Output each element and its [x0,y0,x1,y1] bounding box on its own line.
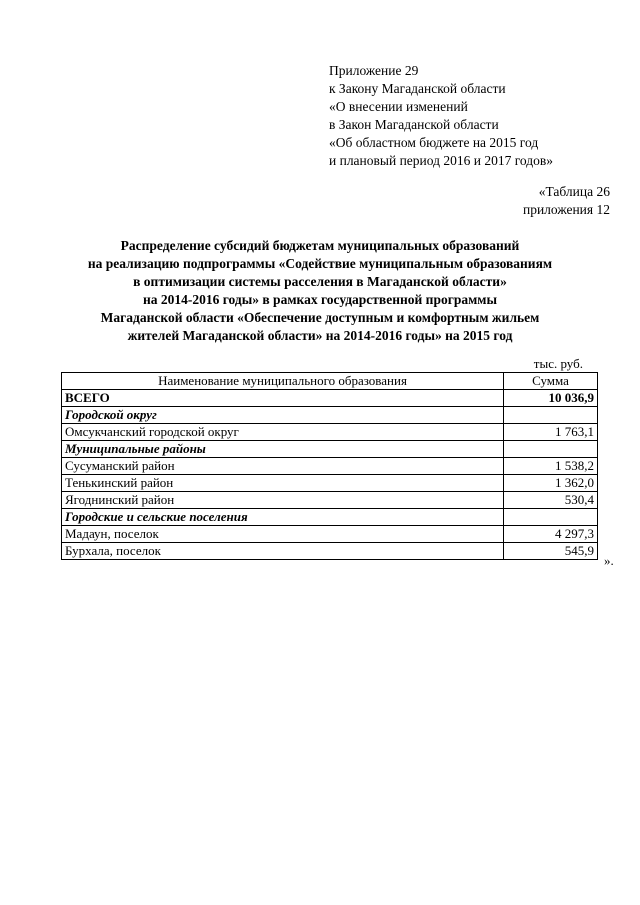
row-name: Ягоднинский район [62,492,504,509]
table-reference [523,183,610,219]
appendix-line: «Об областном бюджете на 2015 год [329,135,539,150]
table-row [62,526,598,543]
row-name: Тенькинский район [62,475,504,492]
row-sum: 530,4 [504,492,598,509]
closing-quote: ». [604,553,614,568]
table-reference-line: приложения 12 [522,202,610,217]
row-sum: 1 538,2 [504,458,598,475]
title-line: Распределение субсидий бюджетам муниципальных образований [120,238,520,253]
units-label: тыс. руб. [533,356,583,371]
appendix-line: и плановый период 2016 и 2017 годов» [329,153,554,168]
table-row [62,424,598,441]
row-sum: 545,9 [504,543,598,560]
row-name: Мадаун, поселок [62,526,504,543]
appendix-line: Приложение 29 [329,63,419,78]
row-sum: 4 297,3 [504,526,598,543]
row-name: Омсукчанский городской округ [62,424,504,441]
group-sum [504,407,598,424]
row-sum: 1 763,1 [504,424,598,441]
table-row [62,543,598,560]
row-sum: 1 362,0 [504,475,598,492]
group-sum [504,441,598,458]
row-name: Сусуманский район [62,458,504,475]
total-label: ВСЕГО [62,390,504,407]
table-row [62,475,598,492]
table-group-row [62,509,598,526]
appendix-line: к Закону Магаданской области [329,81,506,96]
table-row [62,458,598,475]
table-group-row [62,407,598,424]
group-name: Муниципальные районы [62,441,504,458]
title-line: на реализацию подпрограммы «Содействие муниципальным образованиям [87,256,553,271]
table-group-row [62,441,598,458]
group-name: Городские и сельские поселения [62,509,504,526]
row-name: Бурхала, поселок [62,543,504,560]
appendix-line: в Закон Магаданской области [329,117,499,132]
title-line: в оптимизации системы расселения в Магаданской области» [133,274,507,289]
subsidy-table [61,372,598,560]
table-reference-line: «Таблица 26 [538,184,610,199]
appendix-line: «О внесении изменений [329,99,468,114]
table-row [62,492,598,509]
table-header-row [62,373,598,390]
group-name: Городской округ [62,407,504,424]
title-line: на 2014-2016 годы» в рамках государственной программы [142,292,498,307]
document-title [30,237,610,345]
total-sum: 10 036,9 [504,390,598,407]
column-header-sum: Сумма [504,373,598,390]
group-sum [504,509,598,526]
title-line: Магаданской области «Обеспечение доступным и комфортным жильем [100,310,540,325]
appendix-reference [329,62,553,170]
column-header-name: Наименование муниципального образования [62,373,504,390]
title-line: жителей Магаданской области» на 2014-2016 годы» на 2015 год [127,328,513,343]
table-total-row [62,390,598,407]
